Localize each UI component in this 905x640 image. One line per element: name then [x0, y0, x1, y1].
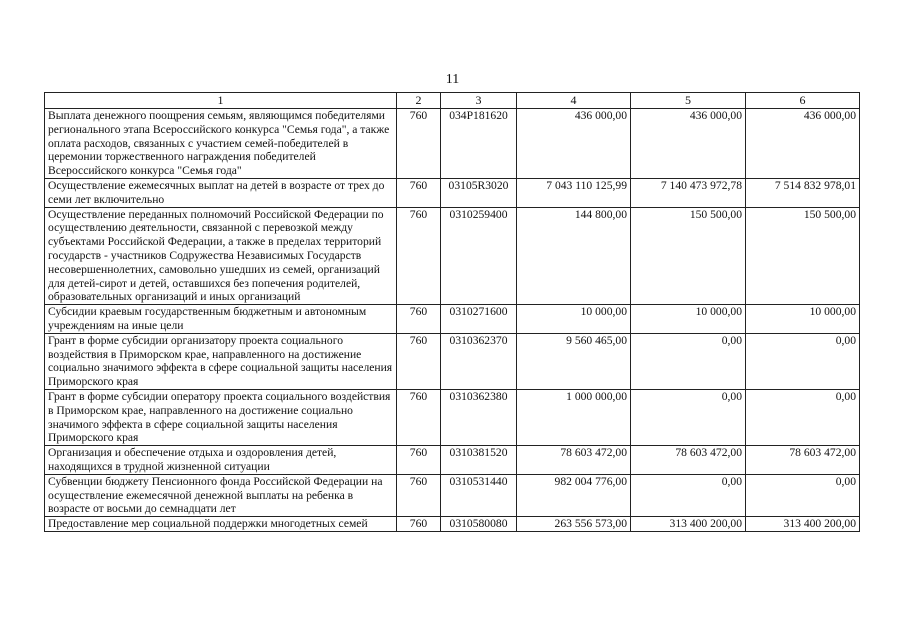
- row-amount-4: 78 603 472,00: [517, 446, 631, 475]
- page-number: 11: [445, 72, 460, 87]
- header-col-1: 1: [45, 93, 397, 109]
- row-code: 760: [397, 446, 441, 475]
- row-amount-5: 10 000,00: [631, 305, 746, 334]
- row-amount-4: 7 043 110 125,99: [517, 178, 631, 207]
- row-amount-6: 0,00: [746, 333, 860, 389]
- row-amount-5: 78 603 472,00: [631, 446, 746, 475]
- row-name: Организация и обеспечение отдыха и оздоровления детей, находящихся в трудной жизненной ситуации: [45, 446, 397, 475]
- row-name: Выплата денежного поощрения семьям, являющимся победителями регионального этапа Всероссийского конкурса "Семья года", а также оплата расходов, связанных с участием семей-победителей в церемонии торжественного награждения победителей Всероссийского конкурса "Семья года": [45, 109, 397, 179]
- row-amount-6: 436 000,00: [746, 109, 860, 179]
- table-row: [45, 517, 860, 532]
- row-amount-6: 7 514 832 978,01: [746, 178, 860, 207]
- row-code: 760: [397, 305, 441, 334]
- row-amount-4: 263 556 573,00: [517, 517, 631, 532]
- row-name: Грант в форме субсидии оператору проекта социального воздействия в Приморском крае, направленного на достижение социально значимого эффекта в сфере социальной защиты населения Приморского края: [45, 389, 397, 445]
- row-csr: 0310259400: [441, 207, 517, 305]
- row-amount-5: 150 500,00: [631, 207, 746, 305]
- row-csr: 0310362370: [441, 333, 517, 389]
- table-row: [45, 109, 860, 179]
- row-code: 760: [397, 207, 441, 305]
- table-header-row: [45, 93, 860, 109]
- table-row: [45, 305, 860, 334]
- row-amount-4: 10 000,00: [517, 305, 631, 334]
- row-amount-4: 144 800,00: [517, 207, 631, 305]
- header-col-4: 4: [517, 93, 631, 109]
- row-amount-5: 0,00: [631, 333, 746, 389]
- row-amount-6: 313 400 200,00: [746, 517, 860, 532]
- row-csr: 034P181620: [441, 109, 517, 179]
- row-code: 760: [397, 389, 441, 445]
- row-amount-5: 0,00: [631, 474, 746, 516]
- row-csr: 0310381520: [441, 446, 517, 475]
- row-amount-4: 9 560 465,00: [517, 333, 631, 389]
- row-amount-6: 10 000,00: [746, 305, 860, 334]
- budget-table: [44, 92, 860, 532]
- row-amount-5: 436 000,00: [631, 109, 746, 179]
- header-col-6: 6: [746, 93, 860, 109]
- row-name: Предоставление мер социальной поддержки многодетных семей: [45, 517, 397, 532]
- row-csr: 0310531440: [441, 474, 517, 516]
- table-row: [45, 178, 860, 207]
- row-name: Грант в форме субсидии организатору проекта социального воздействия в Приморском крае, направленного на достижение социально значимого эффекта в сфере социальной защиты населения Приморского края: [45, 333, 397, 389]
- row-amount-5: 313 400 200,00: [631, 517, 746, 532]
- table-row: [45, 389, 860, 445]
- row-name: Осуществление ежемесячных выплат на детей в возрасте от трех до семи лет включительно: [45, 178, 397, 207]
- row-amount-4: 982 004 776,00: [517, 474, 631, 516]
- row-amount-6: 0,00: [746, 389, 860, 445]
- row-code: 760: [397, 517, 441, 532]
- row-amount-6: 150 500,00: [746, 207, 860, 305]
- row-code: 760: [397, 333, 441, 389]
- row-amount-5: 0,00: [631, 389, 746, 445]
- row-code: 760: [397, 474, 441, 516]
- row-amount-5: 7 140 473 972,78: [631, 178, 746, 207]
- row-amount-6: 0,00: [746, 474, 860, 516]
- table-row: [45, 333, 860, 389]
- row-name: Субвенции бюджету Пенсионного фонда Российской Федерации на осуществление ежемесячной денежной выплаты на ребенка в возрасте от восьми до семнадцати лет: [45, 474, 397, 516]
- row-csr: 0310362380: [441, 389, 517, 445]
- table-row: [45, 207, 860, 305]
- header-col-3: 3: [441, 93, 517, 109]
- table-row: [45, 474, 860, 516]
- row-csr: 0310580080: [441, 517, 517, 532]
- row-amount-4: 1 000 000,00: [517, 389, 631, 445]
- row-amount-4: 436 000,00: [517, 109, 631, 179]
- row-amount-6: 78 603 472,00: [746, 446, 860, 475]
- row-csr: 03105R3020: [441, 178, 517, 207]
- row-code: 760: [397, 109, 441, 179]
- row-name: Субсидии краевым государственным бюджетным и автономным учреждениям на иные цели: [45, 305, 397, 334]
- row-name: Осуществление переданных полномочий Российской Федерации по осуществлению деятельности, связанной с перевозкой между субъектами Российской Федерации, а также в пределах территорий государств - участников Содружества Независимых Государств несовершеннолетних, самовольно ушедших из семей, организаций для детей-сирот и детей, оставшихся без попечения родителей, образовательных организаций и иных организаций: [45, 207, 397, 305]
- row-code: 760: [397, 178, 441, 207]
- header-col-2: 2: [397, 93, 441, 109]
- header-col-5: 5: [631, 93, 746, 109]
- row-csr: 0310271600: [441, 305, 517, 334]
- table-row: [45, 446, 860, 475]
